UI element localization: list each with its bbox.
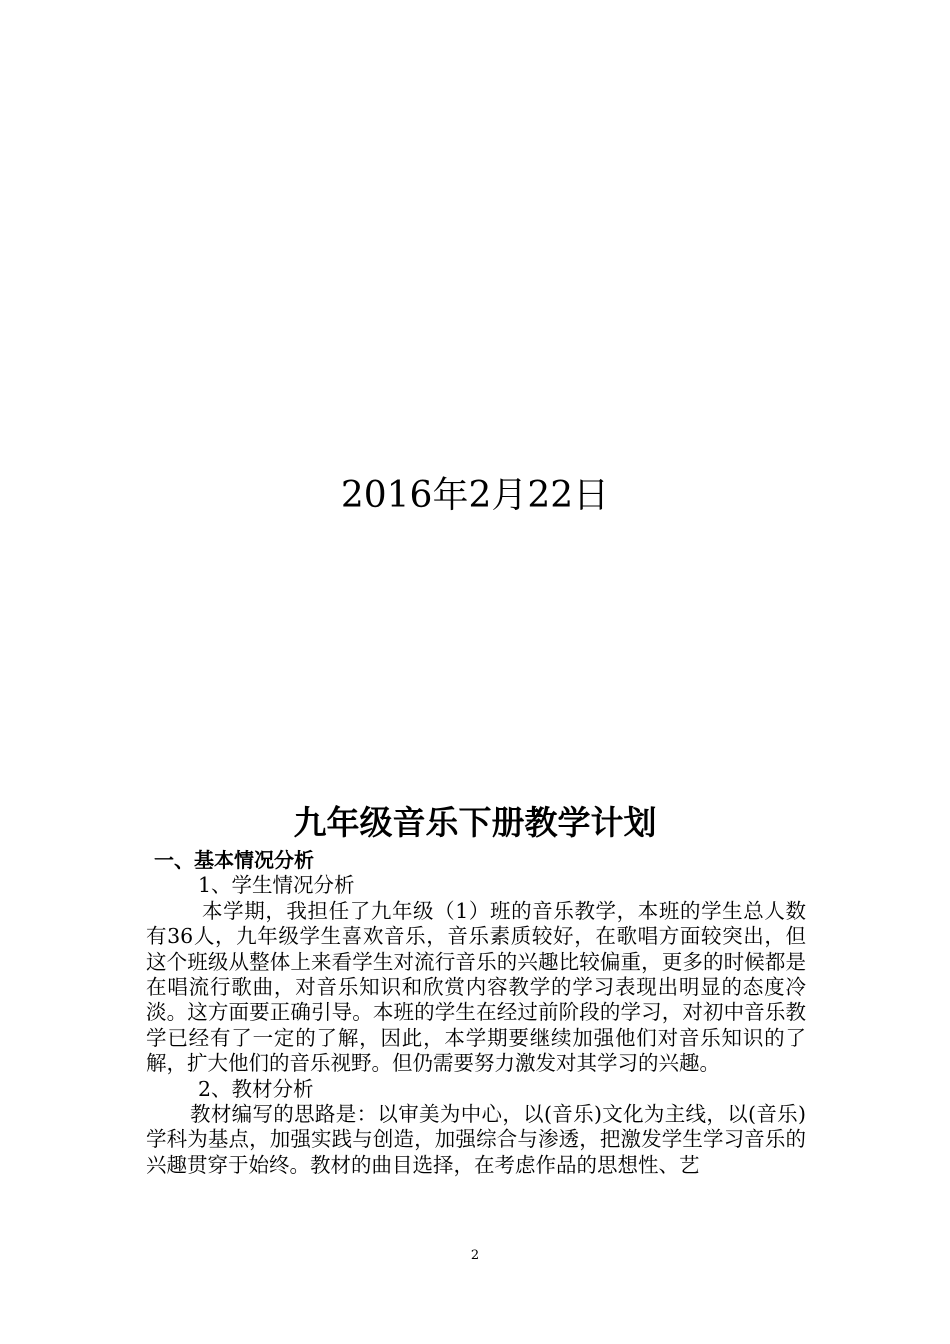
- paragraph-textbook-analysis: 教材编写的思路是：以审美为中心，以(音乐)文化为主线，以(音乐)学科为基点，加强实践与创造，加强综合与渗透，把激发学生学习音乐的兴趣贯穿于始终。教材的曲目选择，在考虑作品的思想性、艺: [146, 1102, 806, 1177]
- paragraph-student-analysis: 本学期，我担任了九年级（1）班的音乐教学，本班的学生总人数有36人，九年级学生喜欢音乐，音乐素质较好，在歌唱方面较突出，但这个班级从整体上来看学生对流行音乐的兴趣比较偏重，更多的时候都是在唱流行歌曲，对音乐知识和欣赏内容教学的学习表现出明显的态度冷淡。这方面要正确引导。本班的学生在经过前阶段的学习，对初中音乐教学已经有了一定的了解，因此，本学期要继续加强他们对音乐知识的了解，扩大他们的音乐视野。但仍需要努力激发对其学习的兴趣。: [146, 898, 806, 1076]
- cover-date: 2016年2月22日: [340, 475, 610, 516]
- section-heading-basic-analysis: 一、基本情况分析: [154, 848, 314, 872]
- document-title: 九年级音乐下册教学计划: [293, 803, 657, 842]
- sub-heading-textbook-analysis: 2、教材分析: [198, 1076, 314, 1101]
- sub-heading-student-analysis: 1、学生情况分析: [198, 873, 355, 898]
- document-body: [146, 848, 806, 1178]
- page-number: 2: [470, 1248, 480, 1263]
